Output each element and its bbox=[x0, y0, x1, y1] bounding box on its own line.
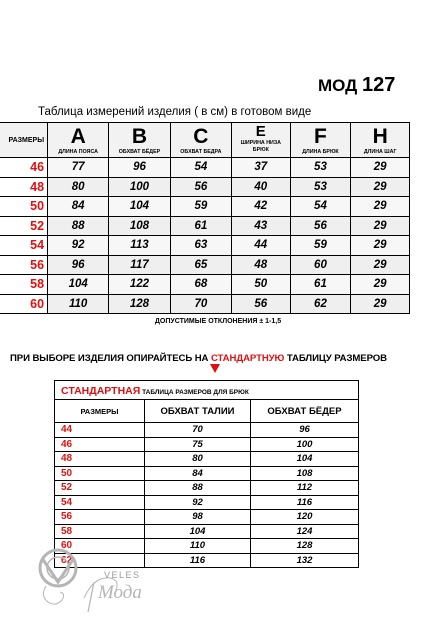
measure-cell: 29 bbox=[351, 216, 410, 236]
measure-row bbox=[0, 236, 410, 256]
measure-cell: 56 bbox=[290, 216, 351, 236]
measure-cell: 108 bbox=[109, 216, 170, 236]
measure-cell: 128 bbox=[109, 294, 170, 314]
measure-cell: 100 bbox=[109, 177, 170, 197]
measure-cell: 96 bbox=[48, 255, 109, 275]
logo-script: Мода bbox=[98, 582, 142, 603]
tolerance-row bbox=[0, 314, 410, 329]
measure-cell: 42 bbox=[232, 197, 290, 217]
standard-row bbox=[55, 495, 359, 510]
caption-highlight: СТАНДАРТНАЯ bbox=[61, 385, 141, 397]
size-cell: 48 bbox=[0, 177, 48, 197]
waist-cell: 110 bbox=[145, 539, 251, 554]
measure-cell: 113 bbox=[109, 236, 170, 256]
waist-cell: 80 bbox=[145, 452, 251, 467]
standard-row bbox=[55, 466, 359, 481]
waist-cell: 104 bbox=[145, 524, 251, 539]
column-header: C ОБХВАТ БЕДРА bbox=[170, 123, 231, 158]
measure-cell: 29 bbox=[351, 236, 410, 256]
measure-cell: 70 bbox=[170, 294, 231, 314]
measure-row bbox=[0, 275, 410, 295]
measure-cell: 54 bbox=[170, 158, 231, 178]
measure-row bbox=[0, 158, 410, 178]
measure-cell: 59 bbox=[170, 197, 231, 217]
hips-cell: 128 bbox=[251, 539, 359, 554]
measure-cell: 40 bbox=[232, 177, 290, 197]
measure-cell: 104 bbox=[109, 197, 170, 217]
size-cell: 52 bbox=[55, 481, 145, 496]
logo-brand: VELES bbox=[104, 570, 141, 580]
size-cell: 62 bbox=[55, 553, 145, 568]
down-arrow-icon bbox=[210, 364, 220, 373]
measure-cell: 48 bbox=[232, 255, 290, 275]
size-cell: 52 bbox=[0, 216, 48, 236]
measure-row bbox=[0, 294, 410, 314]
measure-cell: 29 bbox=[351, 294, 410, 314]
waist-cell: 98 bbox=[145, 510, 251, 525]
waist-cell: 84 bbox=[145, 466, 251, 481]
size-cell: 60 bbox=[0, 294, 48, 314]
hips-cell: 108 bbox=[251, 466, 359, 481]
size-cell: 58 bbox=[0, 275, 48, 295]
measure-cell: 92 bbox=[48, 236, 109, 256]
standard-row bbox=[55, 437, 359, 452]
size-cell: 48 bbox=[55, 452, 145, 467]
measure-cell: 60 bbox=[290, 255, 351, 275]
measure-cell: 54 bbox=[290, 197, 351, 217]
measure-cell: 104 bbox=[48, 275, 109, 295]
measure-cell: 43 bbox=[232, 216, 290, 236]
measure-row bbox=[0, 177, 410, 197]
measure-row bbox=[0, 216, 410, 236]
size-cell: 50 bbox=[55, 466, 145, 481]
column-header: B ОБХВАТ БЁДЕР bbox=[109, 123, 170, 158]
size-header: РАЗМЕРЫ bbox=[0, 123, 48, 158]
size-cell: 56 bbox=[55, 510, 145, 525]
standard-row bbox=[55, 481, 359, 496]
standard-header-row bbox=[55, 400, 359, 423]
model-label bbox=[318, 74, 395, 97]
caption-text: ТАБЛИЦА РАЗМЕРОВ ДЛЯ БРЮК bbox=[140, 389, 249, 396]
standard-row bbox=[55, 524, 359, 539]
measure-row bbox=[0, 255, 410, 275]
size-cell: 54 bbox=[0, 236, 48, 256]
header-sizes: РАЗМЕРЫ bbox=[55, 400, 145, 423]
waist-cell: 88 bbox=[145, 481, 251, 496]
size-cell: 46 bbox=[0, 158, 48, 178]
measure-cell: 37 bbox=[232, 158, 290, 178]
tolerance-note: ДОПУСТИМЫЕ ОТКЛОНЕНИЯ ± 1-1,5 bbox=[154, 317, 282, 325]
measure-cell: 29 bbox=[351, 275, 410, 295]
advice-text: ПРИ ВЫБОРЕ ИЗДЕЛИЯ ОПИРАЙТЕСЬ НА СТАНДАРТНУЮ ТАБЛИЦУ РАЗМЕРОВ bbox=[10, 353, 387, 364]
measure-cell: 44 bbox=[232, 236, 290, 256]
hips-cell: 124 bbox=[251, 524, 359, 539]
measure-cell: 50 bbox=[232, 275, 290, 295]
hips-cell: 96 bbox=[251, 423, 359, 438]
measure-cell: 62 bbox=[290, 294, 351, 314]
veles-moda-logo bbox=[34, 538, 174, 628]
standard-row bbox=[55, 423, 359, 438]
measure-cell: 84 bbox=[48, 197, 109, 217]
size-cell: 54 bbox=[55, 495, 145, 510]
waist-cell: 70 bbox=[145, 423, 251, 438]
size-cell: 60 bbox=[55, 539, 145, 554]
measure-cell: 56 bbox=[170, 177, 231, 197]
waist-cell: 75 bbox=[145, 437, 251, 452]
standard-row bbox=[55, 452, 359, 467]
waist-cell: 116 bbox=[145, 553, 251, 568]
column-header: A ДЛИНА ПОЯСА bbox=[48, 123, 109, 158]
measure-cell: 61 bbox=[170, 216, 231, 236]
measurement-table bbox=[0, 122, 410, 328]
hips-cell: 112 bbox=[251, 481, 359, 496]
model-prefix: МОД bbox=[318, 76, 358, 95]
measure-cell: 56 bbox=[232, 294, 290, 314]
measure-table-title: Таблица измерений изделия ( в см) в готовом виде bbox=[38, 106, 312, 118]
size-cell: 46 bbox=[55, 437, 145, 452]
measure-cell: 29 bbox=[351, 158, 410, 178]
measure-cell: 29 bbox=[351, 255, 410, 275]
hips-cell: 116 bbox=[251, 495, 359, 510]
measure-cell: 77 bbox=[48, 158, 109, 178]
measure-cell: 68 bbox=[170, 275, 231, 295]
size-cell: 44 bbox=[55, 423, 145, 438]
standard-table-caption bbox=[55, 381, 359, 400]
hips-cell: 104 bbox=[251, 452, 359, 467]
header-hips: ОБХВАТ БЁДЕР bbox=[251, 400, 359, 423]
model-number: 127 bbox=[362, 74, 396, 96]
measure-row bbox=[0, 197, 410, 217]
header-waist: ОБХВАТ ТАЛИИ bbox=[145, 400, 251, 423]
measure-cell: 59 bbox=[290, 236, 351, 256]
standard-row bbox=[55, 510, 359, 525]
waist-cell: 92 bbox=[145, 495, 251, 510]
measure-cell: 29 bbox=[351, 197, 410, 217]
measure-cell: 65 bbox=[170, 255, 231, 275]
measure-cell: 53 bbox=[290, 158, 351, 178]
measure-cell: 117 bbox=[109, 255, 170, 275]
measure-cell: 96 bbox=[109, 158, 170, 178]
measure-cell: 80 bbox=[48, 177, 109, 197]
size-cell: 56 bbox=[0, 255, 48, 275]
column-header: H ДЛИНА ШАГ bbox=[351, 123, 410, 158]
measure-cell: 29 bbox=[351, 177, 410, 197]
size-cell: 58 bbox=[55, 524, 145, 539]
measure-cell: 63 bbox=[170, 236, 231, 256]
hips-cell: 100 bbox=[251, 437, 359, 452]
measure-cell: 110 bbox=[48, 294, 109, 314]
size-cell: 50 bbox=[0, 197, 48, 217]
column-header: E ШИРИНА НИЗА БРЮК bbox=[232, 123, 290, 158]
measure-cell: 122 bbox=[109, 275, 170, 295]
measure-cell: 88 bbox=[48, 216, 109, 236]
hips-cell: 120 bbox=[251, 510, 359, 525]
column-header: F ДЛИНА БРЮК bbox=[290, 123, 351, 158]
measure-header-row bbox=[0, 123, 410, 158]
measure-cell: 53 bbox=[290, 177, 351, 197]
measure-cell: 61 bbox=[290, 275, 351, 295]
hips-cell: 132 bbox=[251, 553, 359, 568]
